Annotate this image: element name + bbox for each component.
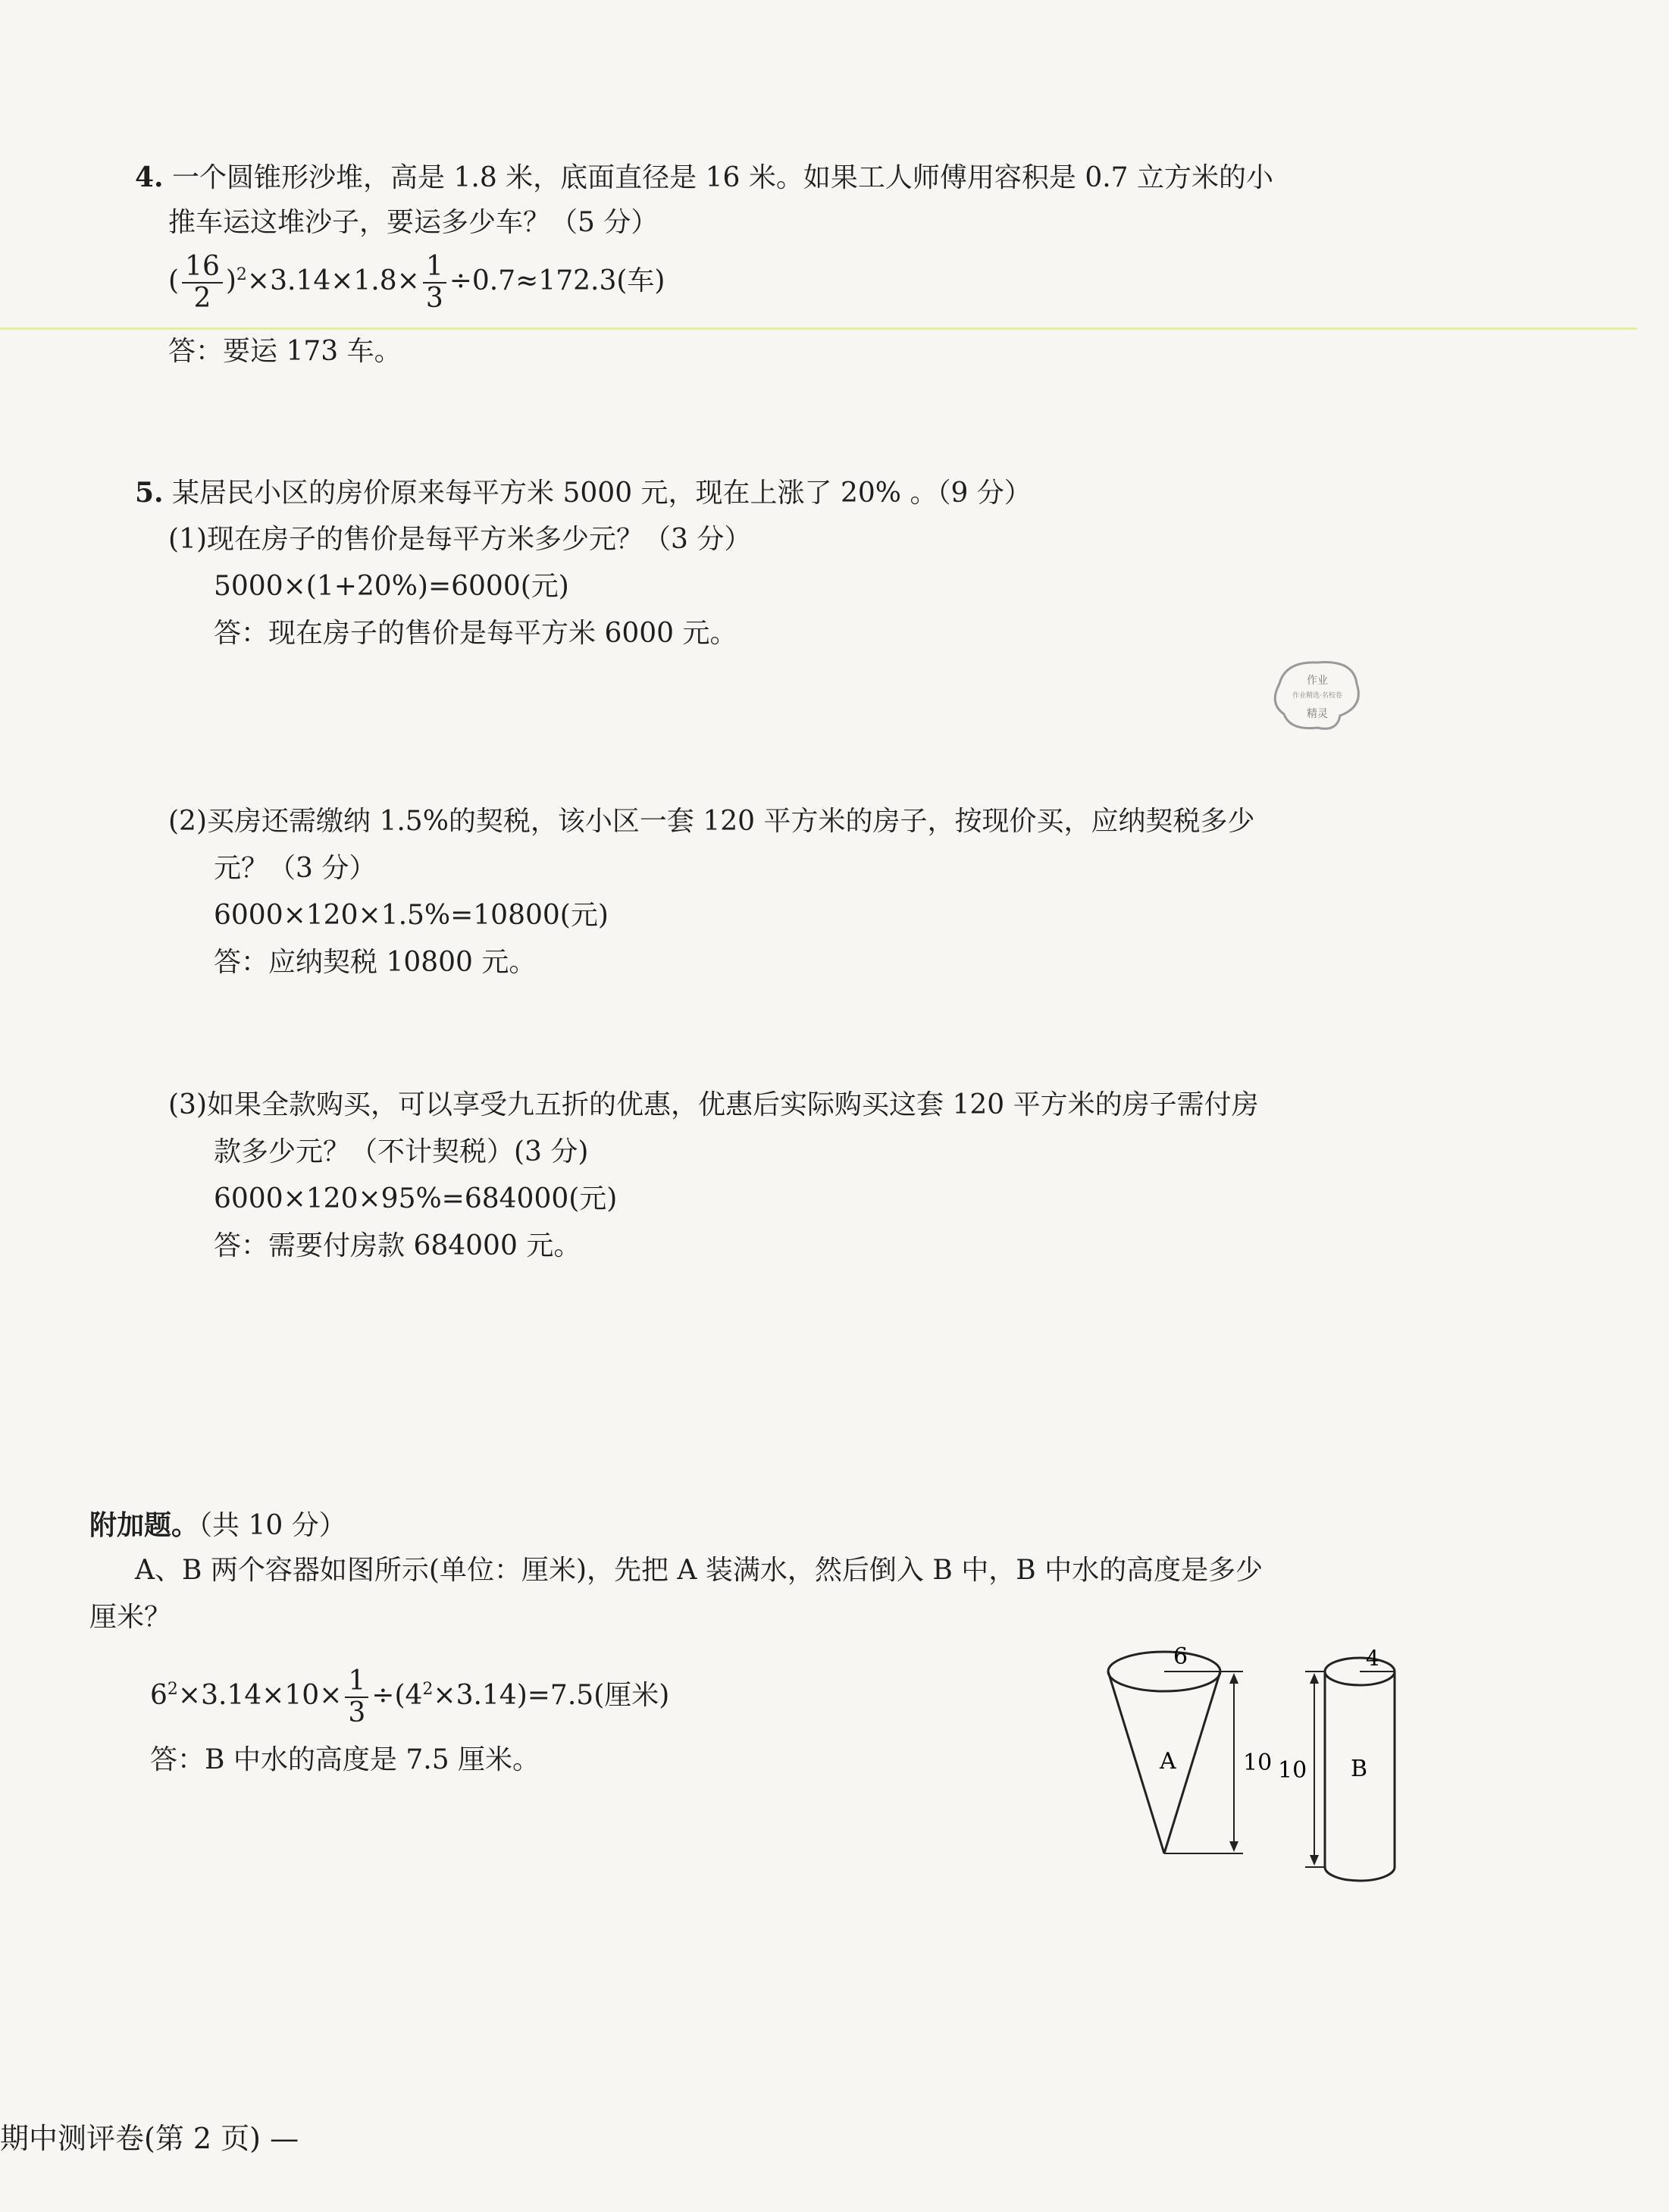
bonus-line2: 厘米？ [89, 1602, 172, 1633]
cylinder-label: B [1351, 1756, 1368, 1782]
q5-part2-question-line1: (2)买房还需缴纳 1.5%的契税，该小区一套 120 平方米的房子，按现价买，应纳契税多少 [168, 806, 1255, 837]
q4-calculation [168, 253, 665, 312]
cone-left-edge [1108, 1672, 1164, 1853]
bonus-calc-exp1: 2 [167, 1680, 178, 1699]
q5-intro-text: 某居民小区的房价原来每平方米 5000 元，现在上涨了 20% 。（9 分） [172, 478, 1032, 509]
q4-calc-mid: ×3.14×1.8× [246, 265, 420, 296]
bonus-answer: 答：B 中水的高度是 7.5 厘米。 [150, 1744, 540, 1775]
q4-calc-end: ÷0.7≈172.3(车) [449, 265, 665, 296]
q5-part1-question: (1)现在房子的售价是每平方米多少元？（3 分） [168, 524, 752, 555]
q5-part3-calc: 6000×120×95%=684000(元) [214, 1183, 618, 1214]
bonus-frac-numerator: 1 [345, 1668, 368, 1698]
bonus-calc-paren: ÷(4 [371, 1680, 423, 1711]
highlight-rule [0, 327, 1637, 330]
q4-calc-fraction [182, 253, 223, 312]
q5-part3-answer: 答：需要付房款 684000 元。 [214, 1230, 581, 1261]
cylinder-radius-label: 4 [1366, 1646, 1379, 1671]
bonus-calculation [150, 1665, 670, 1728]
q5-part1-answer: 答：现在房子的售价是每平方米 6000 元。 [214, 618, 737, 649]
q5-number: 5. [135, 477, 164, 509]
page-footer: 期中测评卷(第 2 页) — [0, 2122, 299, 2155]
publisher-stamp-icon [1264, 653, 1370, 737]
stamp-line-2: 精灵 [1307, 708, 1328, 720]
bonus-line1: A、B 两个容器如图所示(单位：厘米)，先把 A 装满水，然后倒入 B 中，B 中水的高度是多少 [135, 1555, 1263, 1586]
q4-calc-close: ) [225, 265, 236, 296]
cone-height-label: 10 [1243, 1750, 1273, 1776]
q4-frac-denominator: 2 [193, 283, 211, 314]
cylinder-height-label: 10 [1278, 1757, 1307, 1784]
q5-part2-calc: 6000×120×1.5%=10800(元) [214, 900, 609, 931]
stamp-line-0: 作业 [1307, 675, 1328, 687]
bonus-calc-exp2: 2 [422, 1680, 434, 1699]
bonus-calc-end: ×3.14)=7.5(厘米) [433, 1680, 670, 1711]
bonus-frac-denominator: 3 [348, 1697, 366, 1728]
q4-calc-paren: ( [168, 265, 180, 296]
q4-answer: 答：要运 173 车。 [168, 336, 402, 367]
cone-label: A [1160, 1748, 1176, 1775]
q4-calc-fraction2 [423, 253, 446, 312]
q4-text-line1: 一个圆锥形沙堆，高是 1.8 米，底面直径是 16 米。如果工人师傅用容积是 0.7 立方米的小 [172, 162, 1274, 193]
bonus-points: （共 10 分） [199, 1510, 346, 1541]
q4-line1 [135, 161, 1273, 195]
cylinder-arrow-up [1310, 1673, 1319, 1684]
q5-part3-question-line1: (3)如果全款购买，可以享受九五折的优惠，优惠后实际购买这套 120 平方米的房子需付房 [168, 1089, 1259, 1120]
q4-line2: 推车运这堆沙子，要运多少车？（5 分） [168, 207, 659, 238]
q5-part2-answer: 答：应纳契税 10800 元。 [214, 947, 537, 978]
q5-part1-calc: 5000×(1+20%)=6000(元) [214, 571, 569, 602]
containers-figure [1091, 1641, 1425, 1899]
cone-arrow-up [1229, 1673, 1238, 1684]
bonus-calc-fraction [345, 1665, 368, 1728]
q5-intro [135, 476, 1032, 510]
cone-radius-label: 6 [1173, 1643, 1188, 1670]
q5-part2-question-line2: 元？（3 分） [214, 853, 377, 884]
cone-arrow-down [1229, 1841, 1238, 1852]
q4-frac-numerator: 16 [182, 253, 223, 284]
q4-frac2-numerator: 1 [423, 253, 446, 284]
q4-frac2-denominator: 3 [425, 283, 443, 314]
q4-number: 4. [135, 161, 164, 193]
bonus-calc-mid: ×3.14×10× [177, 1680, 343, 1711]
cylinder-arrow-down [1310, 1855, 1319, 1866]
bonus-calc-base: 6 [150, 1680, 168, 1711]
q5-part3-question-line2: 款多少元？（不计契税）(3 分) [214, 1136, 589, 1167]
bonus-title: 附加题。 [89, 1509, 199, 1541]
cylinder-bottom-arc [1325, 1867, 1395, 1881]
q4-calc-exponent: 2 [236, 265, 247, 284]
stamp-line-1: 作业精选·名校卷 [1292, 692, 1342, 700]
bonus-heading [89, 1509, 346, 1543]
